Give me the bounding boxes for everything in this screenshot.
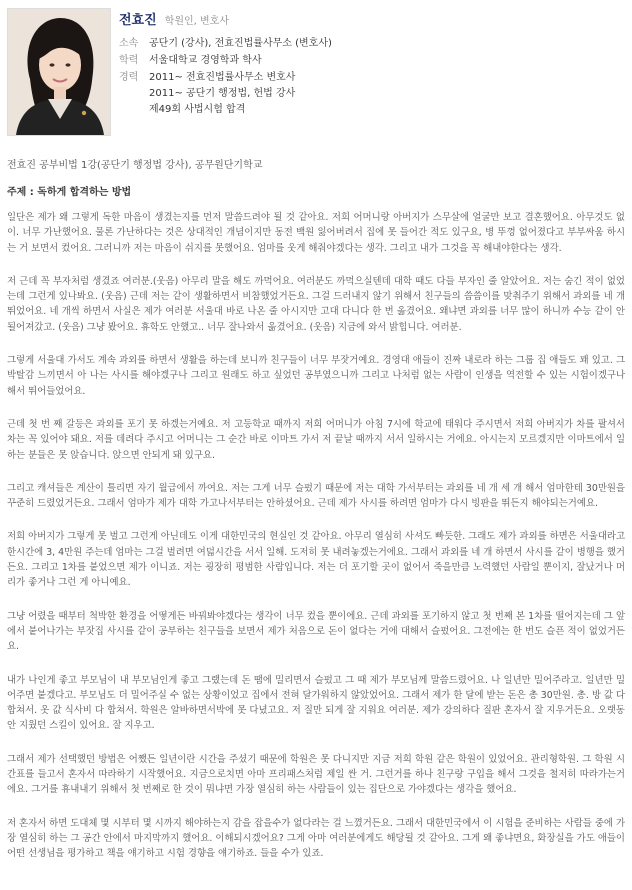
paragraph: 그렇게 서울대 가서도 계속 과외를 하면서 생활을 하는데 보니까 친구들이 너무 부잣거예요. 경영대 애들이 진짜 내로라 하는 그룹 집 애들도 꽤 있고. 그 박탈감 느끼면서 아 나는 사시를 해야겠구나 그리고 원래도 하고 싶었던 공부였으니까 그리고 나처럼 없는 사람이 인생을 역전할 수 있는 시험이겠구나 해서 뛰어들었어요.	[7, 355, 625, 397]
person-role: 학원인, 변호사	[164, 16, 230, 27]
name-row	[119, 8, 619, 30]
education-value: 서울대학교 경영학과 학사	[149, 55, 262, 66]
paragraph: 근데 첫 번 째 갈등은 과외를 포기 못 하겠는거예요. 저 고등학교 때까지 저희 어머니가 아침 7시에 학교에 태워다 주시면서 저희 아버지가 차를 팔셔서 차는 꼭 있어야 돼요. 저를 데려다 주시고 어머니는 그 순간 바로 이마트 가서 저 끝날 때까지 서서 일하시는 거에요. 아시는지 모르겠지만 이마트에서 일하는 분들은 못 앉습니다. 앉으면 안되게 돼 있구요.	[7, 418, 625, 461]
paragraph: 내가 나인게 좋고 부모님이 내 부모님인게 좋고 그랬는데 돈 땜에 밀리면서 슬펐고 그 때 제가 부모님께 말씀드렸어요. 나 일년만 밀어주라고. 일년만 밀어주면 붙겠다고. 부모님도 더 밀어주실 수 없는 상황이었고 집에서 전혀 달가워하지 않았었어요. 그래서 제가 한 달에 받는 돈은 총 30만원. 총. 방 값 다 합쳐서. 옷 값 식사비 다 합쳐서. 학원은 알바하면서박에 못 다녔고요. 저 질만 되게 잘 지워요 여러분. 제가 강의하다 질판 혼자서 잘 지우거든요. 오랫동안 지웠던 스킬이 있어요. 잘 지우고.	[7, 674, 625, 732]
affiliation-value: 공단기 (강사), 전효진법률사무소 (변호사)	[149, 38, 332, 49]
paragraph: 일단은 제가 왜 그렇게 독한 마음이 생겼는지를 먼저 말씀드려야 될 것 같아요. 저희 어머니랑 아버지가 스무살에 얼굴만 보고 결혼했어요. 아무것도 없이. 너무 가난했어요. 물론 가난하다는 것은 상대적인 개념이지만 동전 백원 잃어버려서 집에 못 들어간 적도 있구요, 병 뚜껑 없어졌다고 부부싸움 하시는 거 보면서 컸어요. 그러니까 저는 마음이 쉬지를 못했어요. 엄마를 웃게 해줘야겠다는 생각. 그리고 내가 그것을 꼭 해내야한다는 생각.	[7, 212, 625, 254]
paragraph: 저 근데 꼭 부자처럼 생겼죠 여러분.(웃음) 아무리 말을 해도 까먹어요. 여러분도 까먹으실텐데 대학 때도 다들 부자인 줄 알았어요. 저는 숨긴 적이 없었는데 그런게 있나봐요. (웃음) 근데 저는 같이 생활하면서 비참했었거든요. 그걸 드러내지 않기 위해서 친구들의 씀씀이를 맞춰주기 위해서 과외를 네 개 뛰었어요. 네 개씩 하면서 사실은 제가 여러분 서울대 바로 나온 줄 아시지만 고대 다니다 한 번 옮겼어요. 왜냐면 과외를 너무 많이 하니까 수능 같이 안될어져갔고. (웃음) 그냥 봤어요. 휴학도 안했고.. 너무 잘나와서 옮겼어요. (웃음) 지금에 와서 밝힙니다. 여러분.	[7, 275, 625, 333]
paragraph: 저 혼자서 하면 도대체 몇 시부터 몇 시까지 해야하는지 감을 잡을수가 없다라는 걸 느꼈거든요. 그래서 대한민국에서 이 시험을 준비하는 사람들 중에 가장 열심히 하는 그 공간 안에서 마지막까지 했어요. 이해되시겠어요? 그게 아마 여러분에게도 해당될 것 같아요. 그게 왜 좋냐면요, 화장실을 가도 애들이 어떤 선생님을 평가하고 책을 얘기하고 시험 경향을 얘기하죠. 들을 수가 있죠.	[7, 817, 625, 860]
career-item: 제49회 사법시험 합격	[149, 104, 246, 115]
topic-heading: 주제 : 독하게 합격하는 방법	[7, 187, 132, 198]
career-item: 2011~ 공단기 행정법, 헌법 강사	[149, 88, 296, 99]
paragraph: 그냥 어렸을 때부터 척박한 환경을 어떻게든 바꿔봐야겠다는 생각이 너무 컸을 뿐이에요. 근데 과외를 포기하지 않고 첫 번째 본 1차를 떨어지는데 그 앞에서 붙어나가는 부잣집 사시를 같이 공부하는 친구들을 보면서 제가 처음으로 돈이 없다는 거에 대해서 슬펐어요. 그전에는 한 번도 슬픈 적이 없었거든요.	[7, 610, 625, 653]
profile-photo	[7, 8, 111, 136]
career-item: 2011~ 전효진법률사무소 변호사	[149, 72, 296, 83]
article-body	[7, 210, 625, 880]
paragraph: 저희 아버지가 그렇게 못 벌고 그런게 아닌데도 이게 대한민국의 현실인 것 같아요. 아무리 열심히 사셔도 빠듯한. 그래도 제가 과외를 하면은 서울대라고 한시간에 3, 4만원 주는데 엄마는 그걸 벌려면 여덟시간을 서서 일해. 도저히 못 내려놓겠는거에요. 그래서 과외를 네 개 하면서 사시를 같이 병행을 했거든요. 그리고 1차를 붙었으면 제가 이니죠. 저는 굉장히 평범한 사람입니다. 저는 더 포기할 곳이 없어서 죽을만큼 노력했던 사람일 뿐이지, 잘났거나 머리가 좋거나 그런 게 아니예요.	[7, 531, 625, 589]
affiliation-row	[119, 36, 619, 51]
paragraph: 그리고 캐셔들은 계산이 틀리면 자기 월급에서 까여요. 저는 그게 너무 슬펐기 때문에 저는 대학 가서부터는 과외를 네 개 세 개 해서 엄마한테 30만원을 꾸준히 드렸었거든요. 그래서 엄마가 제가 대학 가고나서부터는 안하셨어요. 근데 제가 사시를 하려면 엄마가 다시 빙판을 뛰든지 해야되는거예요.	[7, 482, 625, 510]
paragraph: 그래서 제가 선택했던 방법은 어쨌든 일년이란 시간을 주셨기 때문에 학원은 못 다니지만 지금 저희 학원 같은 학원이 있었어요. 관리형학원. 그 학원 시간표를 들고서 혼자서 따라하기 시작했어요. 지금으로치면 아마 프리패스처럼 제일 싼 거. 그런거를 하나 친구랑 구입을 해서 그것을 철저히 따라가는거에요. 그거를 휴내내기 위해서 첫 번째로 한 것이 뭐냐면 가장 열심히 하는 사람들이 있는 집단으로 가야겠다는 생각을 했어요.	[7, 753, 625, 796]
education-label: 학력	[119, 55, 139, 66]
profile-details	[119, 36, 619, 118]
person-portrait-icon	[8, 9, 110, 135]
lecture-caption: 전효진 공부비법 1강(공단기 행정법 강사), 공무원단기학교	[7, 160, 263, 171]
profile-info	[119, 8, 619, 118]
education-row	[119, 53, 619, 68]
affiliation-label: 소속	[119, 38, 139, 49]
career-label: 경력	[119, 72, 139, 83]
person-name[interactable]: 전효진	[119, 13, 157, 28]
career-list	[149, 70, 295, 118]
profile-card	[7, 8, 625, 136]
career-row	[119, 70, 619, 118]
